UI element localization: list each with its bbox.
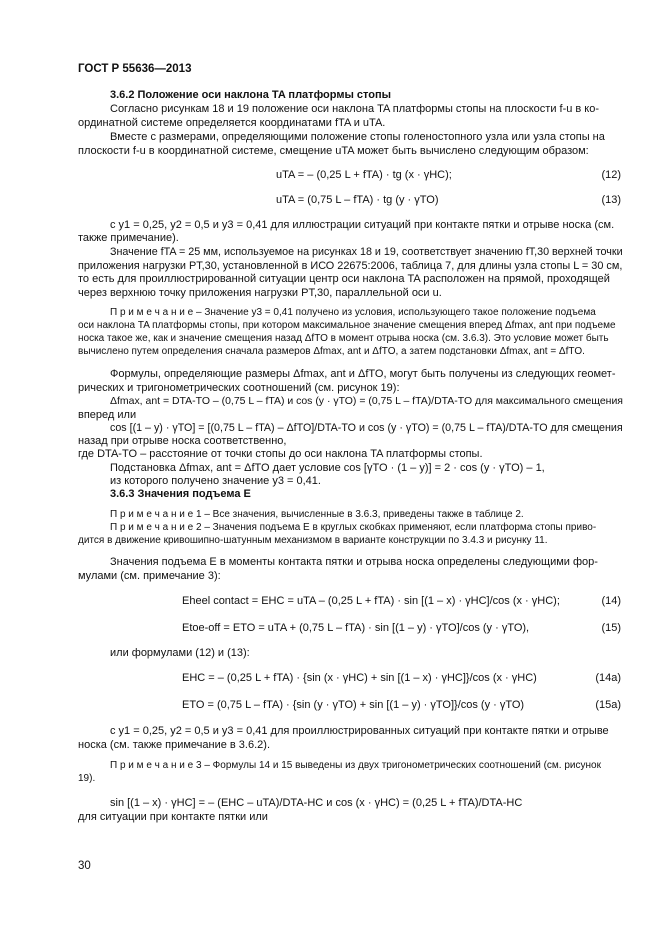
paragraph-text: где DTA-TO – расстояние от точки стопы до оси наклона TA платформы стопы. xyxy=(78,448,483,460)
paragraph-text: Значение fTA = 25 мм, используемое на рисунках 18 и 19, соответствует значению fT,30 верхней точки xyxy=(110,246,623,258)
paragraph-text: Δfmax, ant = DTA-TO – (0,75 L – fTA) и cos (y · γTO) = (0,75 L – fTA)/DTA-TO для максимального смещения xyxy=(110,396,623,407)
paragraph-text: также примечание). xyxy=(78,232,179,244)
paragraph-text: для ситуации при контакте пятки или xyxy=(78,811,268,823)
paragraph-text: Согласно рисункам 18 и 19 положение оси наклона TA платформы стопы на плоскости f-u в ко- xyxy=(110,103,600,115)
equation-14a-number: (14a) xyxy=(595,672,621,684)
section-3-6-2-title: 3.6.2 Положение оси наклона TA платформы стопы xyxy=(110,89,392,101)
note-text: П р и м е ч а н и е 2 – Значения подъема E в круглых скобках применяют, если платформа стопы приво- xyxy=(110,522,597,533)
note-text: 19). xyxy=(78,773,96,784)
note-text: дится в движение кривошипно-шатунным механизмом в варианте конструкции по 3.4.3 и рисунку 11. xyxy=(78,535,548,546)
paragraph-text: Значения подъема E в моменты контакта пятки и отрыва носка определены следующими фор- xyxy=(110,556,598,568)
paragraph-text: Вместе с размерами, определяющими положение стопы голеностопного узла или узла стопы на xyxy=(110,131,605,143)
paragraph-text: Формулы, определяющие размеры Δfmax, ant и ΔfTO, могут быть получены из следующих геомет- xyxy=(110,368,616,380)
paragraph-text: мулами (см. примечание 3): xyxy=(78,570,221,582)
paragraph-text: рических и тригонометрических соотношений (см. рисунок 19): xyxy=(78,382,400,394)
paragraph-text: носка (см. также примечание в 3.6.2). xyxy=(78,739,270,751)
paragraph-text: ординатной системе определяется координатами fTA и uTA. xyxy=(78,117,386,129)
equation-13-number: (13) xyxy=(601,194,621,206)
equation-15a: ETO = (0,75 L – fTA) · {sin (y · γTO) + sin [(1 – y) · γTO]}/cos (y · γTO) xyxy=(182,699,525,711)
paragraph-text: назад при отрыве носка соответственно, xyxy=(78,435,287,447)
equation-12-number: (12) xyxy=(601,169,621,181)
equation-14: Eheel contact = EHC = uTA – (0,25 L + fTA) · sin [(1 – x) · γHC]/cos (x · γHC); xyxy=(182,595,560,607)
paragraph-text: с y1 = 0,25, y2 = 0,5 и y3 = 0,41 для иллюстрации ситуаций при контакте пятки и отрыве носка (см. xyxy=(110,219,615,231)
paragraph-text: приложения нагрузки PT,30, установленной в ИСО 22675:2006, таблица 7, для длины узла стопы L = 30 см, xyxy=(78,260,623,272)
equation-13: uTA = (0,75 L – fTA) · tg (y · γTO) xyxy=(276,194,439,206)
equation-14a: EHC = – (0,25 L + fTA) · {sin (x · γHC) + sin [(1 – x) · γHC]}/cos (x · γHC) xyxy=(182,672,537,684)
note-text: вычислено путем определения сначала размеров Δfmax, ant и ΔfTO, а затем подстановки Δfmax, ant = ΔfTO. xyxy=(78,346,585,357)
note-text: П р и м е ч а н и е 3 – Формулы 14 и 15 выведены из двух тригонометрических соотношений (см. рисунок xyxy=(110,760,601,771)
equation-15: Etoe-off = ETO = uTA + (0,75 L – fTA) · sin [(1 – y) · γTO]/cos (y · γTO), xyxy=(182,622,530,634)
paragraph-text: Подстановка Δfmax, ant = ΔfTO дает условие cos [γTO · (1 – y)] = 2 · cos (y · γTO) – 1, xyxy=(110,462,545,474)
paragraph-text: sin [(1 – x) · γHC] = – (EHC – uTA)/DTA-HC и cos (x · γHC) = (0,25 L + fTA)/DTA-HC xyxy=(110,797,523,809)
note-text: оси наклона TA платформы стопы, при котором максимальное значение смещения вперед Δfmax, ant при подъеме xyxy=(78,320,616,331)
note-text: П р и м е ч а н и е 1 – Все значения, вычисленные в 3.6.3, приведены также в таблице 2. xyxy=(110,509,524,520)
document-header: ГОСТ Р 55636—2013 xyxy=(78,63,192,75)
paragraph-text: или формулами (12) и (13): xyxy=(110,647,250,659)
paragraph-text: через верхнюю точку приложения нагрузки PT,30, параллельной оси u. xyxy=(78,287,442,299)
equation-15-number: (15) xyxy=(601,622,621,634)
paragraph-text: плоскости f-u в координатной системе, смещение uTA может быть вычислено следующим образом: xyxy=(78,145,589,157)
equation-15a-number: (15a) xyxy=(595,699,621,711)
equation-12: uTA = – (0,25 L + fTA) · tg (x · γHC); xyxy=(276,169,452,181)
equation-14-number: (14) xyxy=(601,595,621,607)
paragraph-text: то есть для проиллюстрированной ситуации центр оси наклона TA расположен на прямой, проходящей xyxy=(78,273,610,285)
paragraph-text: с y1 = 0,25, y2 = 0,5 и y3 = 0,41 для проиллюстрированных ситуаций при контакте пятки и отрыве xyxy=(110,725,609,737)
section-3-6-3-title: 3.6.3 Значения подъема E xyxy=(110,488,251,500)
note-text: носка такое же, как и значение смещения назад ΔfTO в момент отрыва носка (см. 3.6.3). Это условие может быть xyxy=(78,333,609,344)
paragraph-text: из которого получено значение y3 = 0,41. xyxy=(110,475,321,487)
paragraph-text: вперед или xyxy=(78,409,137,421)
note-text: П р и м е ч а н и е – Значение y3 = 0,41 получено из условия, использующего такое положение подъема xyxy=(110,307,596,318)
paragraph-text: cos [(1 – y) · γTO] = [(0,75 L – fTA) – ΔfTO]/DTA-TO и cos (y · γTO) = (0,75 L – fTA)/DTA-TO для смещения xyxy=(110,422,623,434)
page-number: 30 xyxy=(78,860,91,872)
